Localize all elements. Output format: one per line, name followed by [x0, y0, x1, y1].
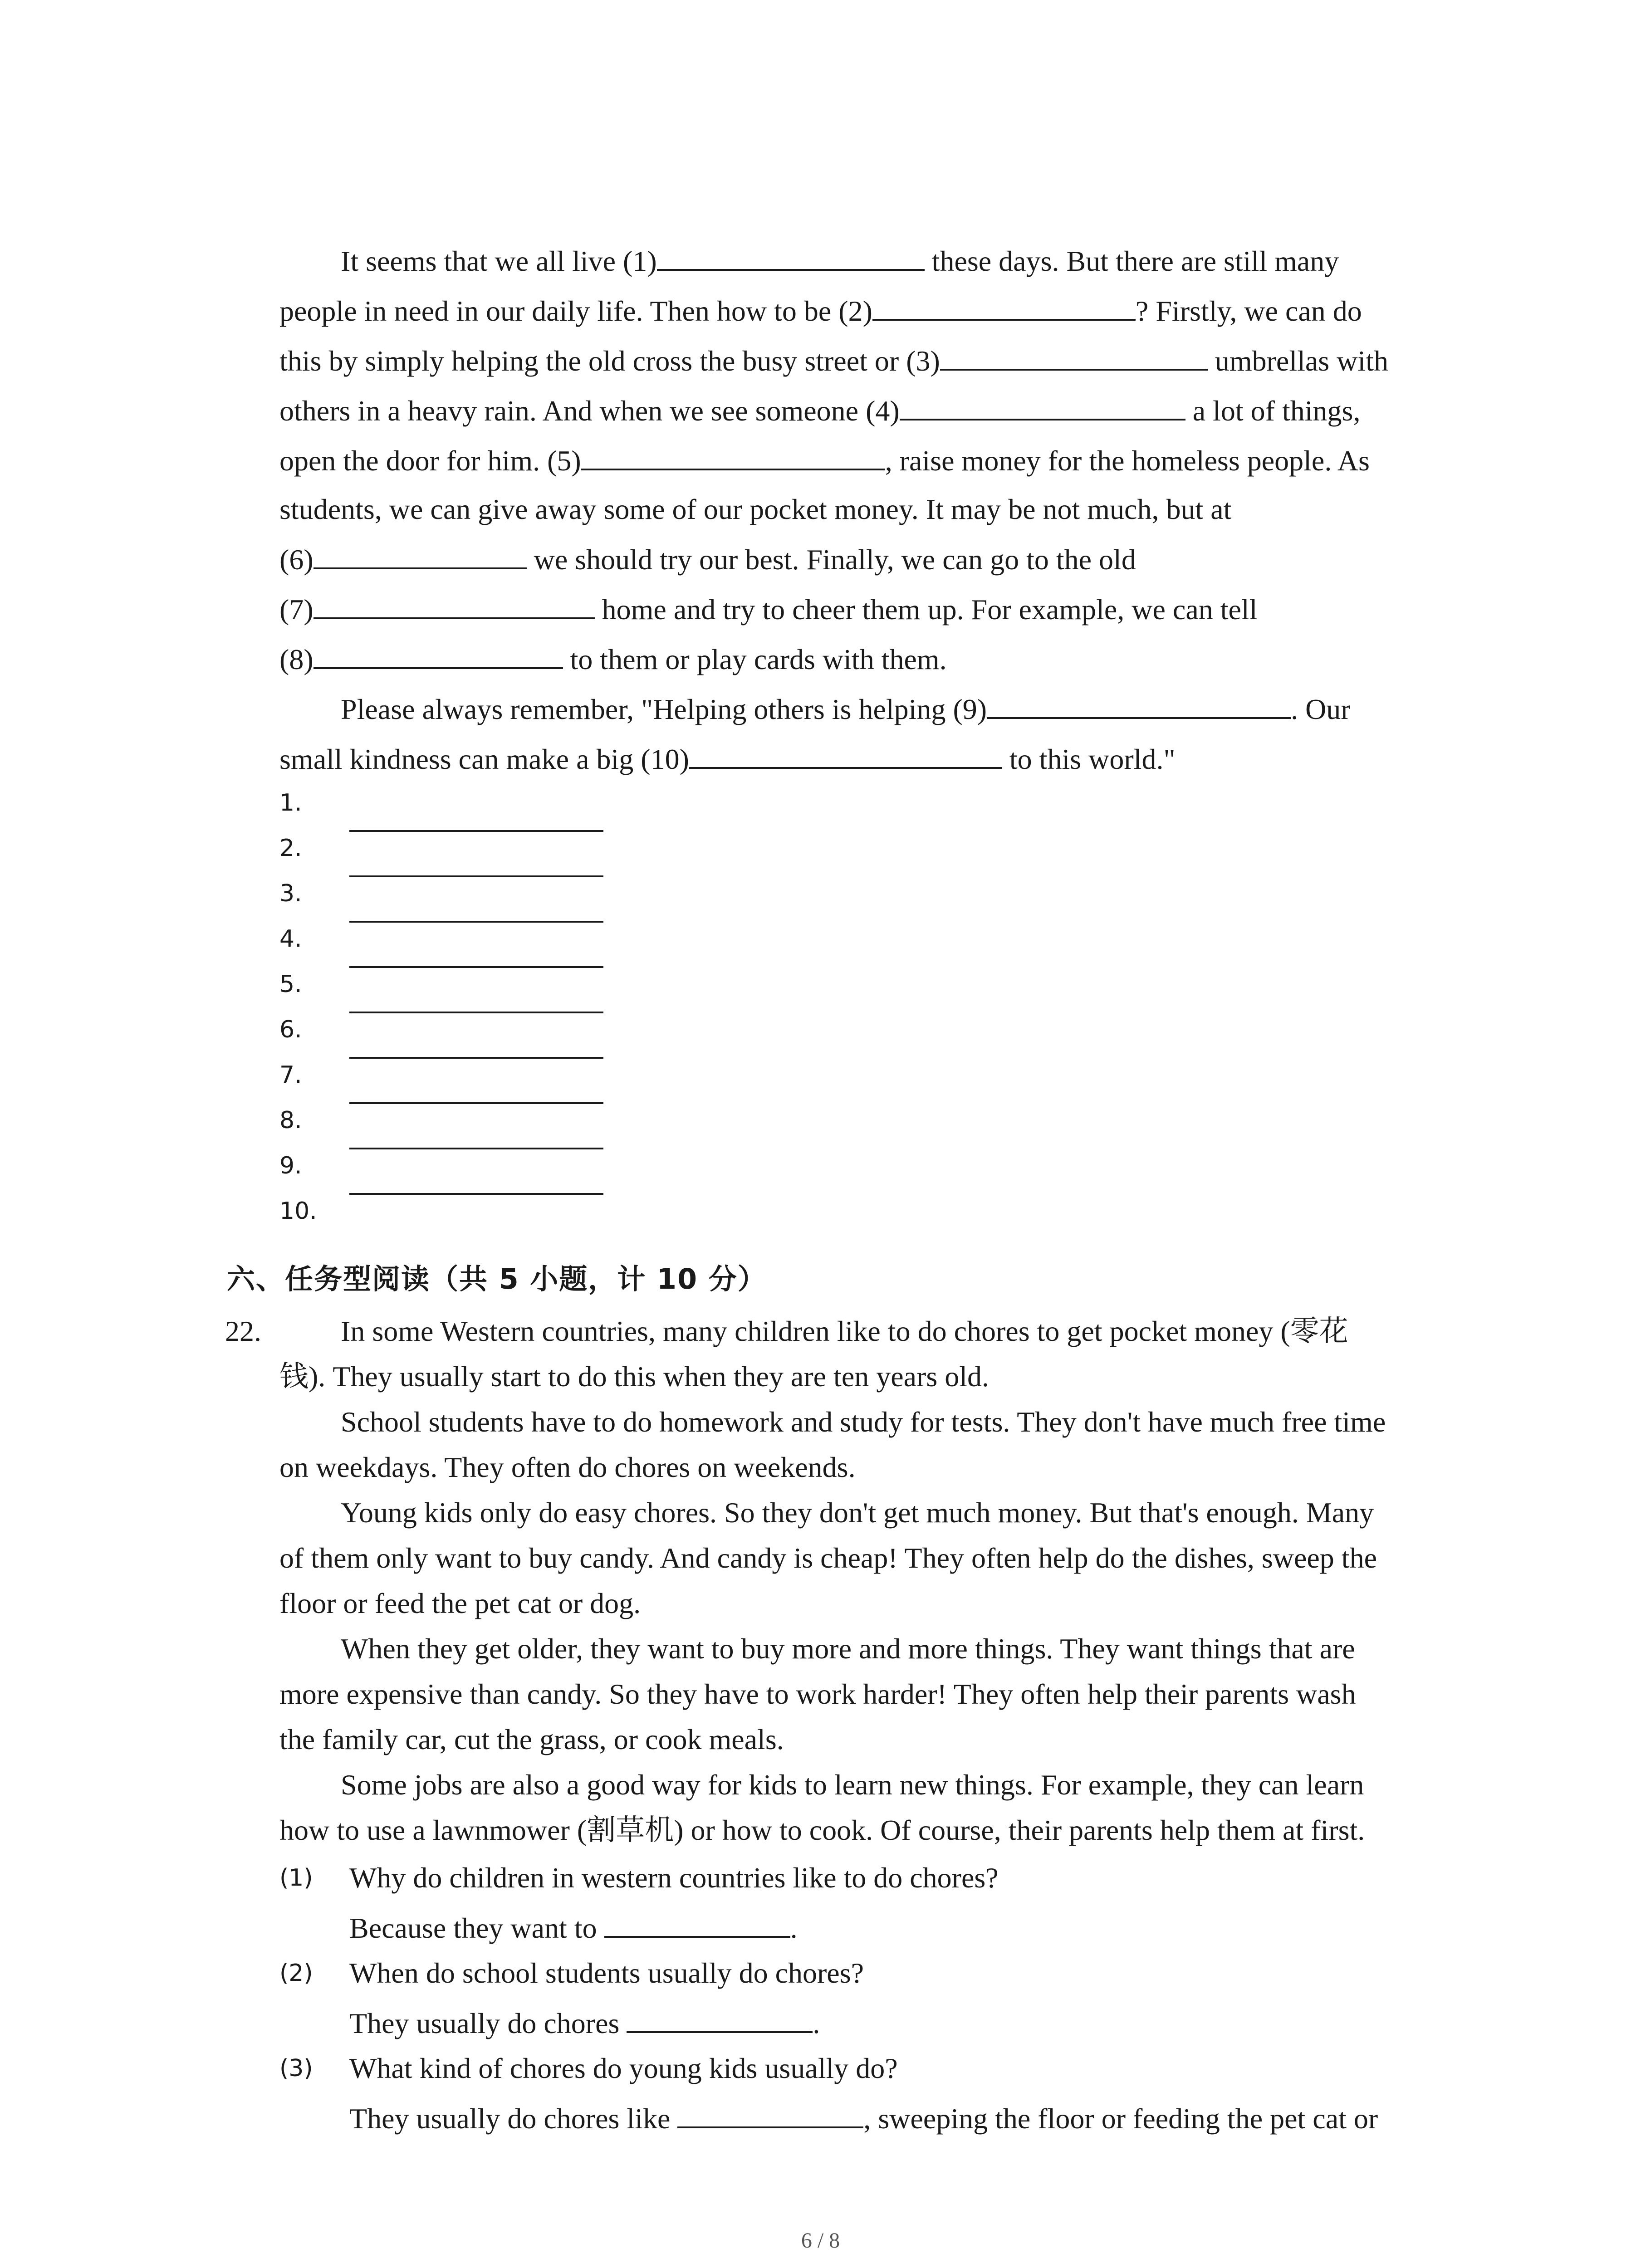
passage-text: ? Firstly, we can do — [1135, 295, 1362, 327]
passage-line-1 — [341, 243, 1339, 279]
question-number: 22. — [225, 1315, 261, 1347]
reading-p4-l1: When they get older, they want to buy more and more things. They want things that are — [341, 1633, 1355, 1665]
passage-line-2 — [279, 293, 1362, 329]
blank-1[interactable] — [657, 243, 925, 271]
passage-text: this by simply helping the old cross the busy street or (3) — [279, 345, 940, 377]
blank-2[interactable] — [872, 293, 1136, 321]
subquestion-3: What kind of chores do young kids usually do? — [349, 2052, 898, 2084]
reading-p3-l1: Young kids only do easy chores. So they don't get much money. But that's enough. Many — [341, 1496, 1374, 1529]
reading-p5-l1: Some jobs are also a good way for kids to learn new things. For example, they can learn — [341, 1769, 1364, 1801]
passage-line-9 — [279, 641, 947, 678]
answer-line-3[interactable] — [349, 921, 603, 923]
reading-p2-l2: on weekdays. They often do chores on weekends. — [279, 1451, 856, 1483]
answer-line-5[interactable] — [349, 1012, 603, 1013]
reading-p1-l1: In some Western countries, many children like to do chores to get pocket money (零花 — [341, 1315, 1348, 1347]
blank-5[interactable] — [581, 442, 885, 470]
subanswer-2 — [349, 2005, 820, 2042]
passage-text: a lot of things, — [1192, 395, 1361, 427]
answer-prefix: They usually do chores — [349, 2007, 620, 2039]
answer-line-2[interactable] — [349, 875, 603, 877]
passage-line-10 — [341, 691, 1351, 728]
reading-p4-l3: the family car, cut the grass, or cook meals. — [279, 1723, 784, 1755]
subquestion-label-1: (1) — [279, 1864, 313, 1892]
passage-text: to them or play cards with them. — [570, 643, 947, 675]
answer-line-7[interactable] — [349, 1102, 603, 1104]
passage-text: small kindness can make a big (10) — [279, 743, 689, 775]
subquestion-label-3: (3) — [279, 2055, 313, 2082]
reading-p1-l2: 钱). They usually start to do this when they are ten years old. — [279, 1360, 989, 1393]
passage-text: we should try our best. Finally, we can go to the old — [534, 543, 1136, 576]
answer-prefix: Because they want to — [349, 1912, 597, 1944]
answer-line-4[interactable] — [349, 966, 603, 968]
passage-text: these days. But there are still many — [931, 245, 1339, 277]
answer-label-6: 6. — [279, 1016, 302, 1043]
blank-8[interactable] — [314, 641, 563, 669]
blank-9[interactable] — [987, 691, 1291, 719]
passage-text: people in need in our daily life. Then how to be (2) — [279, 295, 872, 327]
answer-label-9: 9. — [279, 1152, 302, 1179]
answer-label-1: 1. — [279, 789, 302, 816]
answer-blank-3[interactable] — [677, 2100, 863, 2128]
passage-text: umbrellas with — [1215, 345, 1388, 377]
passage-text: . Our — [1291, 693, 1351, 725]
answer-suffix: . — [790, 1912, 798, 1944]
answer-line-9[interactable] — [349, 1193, 603, 1195]
blank-3[interactable] — [940, 342, 1208, 371]
answer-suffix: . — [813, 2007, 820, 2039]
passage-text: , raise money for the homeless people. As — [885, 445, 1370, 477]
section-heading: 六、任务型阅读（共 5 小题，计 10 分） — [227, 1262, 767, 1295]
reading-p2-l1: School students have to do homework and study for tests. They don't have much free time — [341, 1406, 1386, 1438]
passage-text: students, we can give away some of our pocket money. It may be not much, but at — [279, 493, 1232, 525]
answer-suffix: , sweeping the floor or feeding the pet cat or — [863, 2102, 1378, 2135]
blank-10[interactable] — [689, 741, 1002, 769]
subanswer-3 — [349, 2100, 1378, 2137]
passage-line-8 — [279, 591, 1257, 628]
passage-text: others in a heavy rain. And when we see someone (4) — [279, 395, 900, 427]
answer-label-4: 4. — [279, 925, 302, 953]
answer-blank-2[interactable] — [627, 2005, 813, 2033]
reading-p5-l2: how to use a lawnmower (割草机) or how to cook. Of course, their parents help them at first. — [279, 1814, 1365, 1846]
passage-text: (6) — [279, 543, 314, 576]
answer-label-5: 5. — [279, 971, 302, 998]
passage-line-4 — [279, 392, 1360, 429]
passage-text: open the door for him. (5) — [279, 445, 581, 477]
answer-line-8[interactable] — [349, 1148, 603, 1149]
page-number: 6 / 8 — [801, 2229, 840, 2253]
answer-label-10: 10. — [279, 1198, 317, 1225]
passage-text: to this world." — [1009, 743, 1176, 775]
answer-line-1[interactable] — [349, 830, 603, 832]
answer-label-7: 7. — [279, 1061, 302, 1089]
blank-4[interactable] — [900, 392, 1185, 420]
reading-p4-l2: more expensive than candy. So they have to work harder! They often help their parents wash — [279, 1678, 1356, 1710]
subquestion-2: When do school students usually do chores? — [349, 1957, 864, 1989]
passage-text: home and try to cheer them up. For example, we can tell — [602, 593, 1258, 626]
passage-text: (7) — [279, 593, 314, 626]
answer-prefix: They usually do chores like — [349, 2102, 671, 2135]
blank-7[interactable] — [314, 591, 595, 619]
answer-label-3: 3. — [279, 880, 302, 907]
answer-label-8: 8. — [279, 1107, 302, 1134]
passage-line-6 — [279, 491, 1231, 528]
passage-line-7 — [279, 541, 1136, 578]
subquestion-1: Why do children in western countries like to do chores? — [349, 1862, 999, 1894]
answer-blank-1[interactable] — [604, 1910, 790, 1938]
answer-label-2: 2. — [279, 835, 302, 862]
answer-line-6[interactable] — [349, 1057, 603, 1059]
blank-6[interactable] — [314, 541, 527, 569]
subquestion-label-2: (2) — [279, 1960, 313, 1987]
passage-text: Please always remember, "Helping others is helping (9) — [341, 693, 987, 725]
passage-text: It seems that we all live (1) — [341, 245, 657, 277]
passage-line-3 — [279, 342, 1388, 379]
reading-p3-l2: of them only want to buy candy. And candy is cheap! They often help do the dishes, sweep the — [279, 1542, 1377, 1574]
subanswer-1 — [349, 1910, 798, 1946]
passage-text: (8) — [279, 643, 314, 675]
passage-line-5 — [279, 442, 1370, 479]
reading-p3-l3: floor or feed the pet cat or dog. — [279, 1587, 641, 1619]
passage-line-11 — [279, 741, 1176, 777]
